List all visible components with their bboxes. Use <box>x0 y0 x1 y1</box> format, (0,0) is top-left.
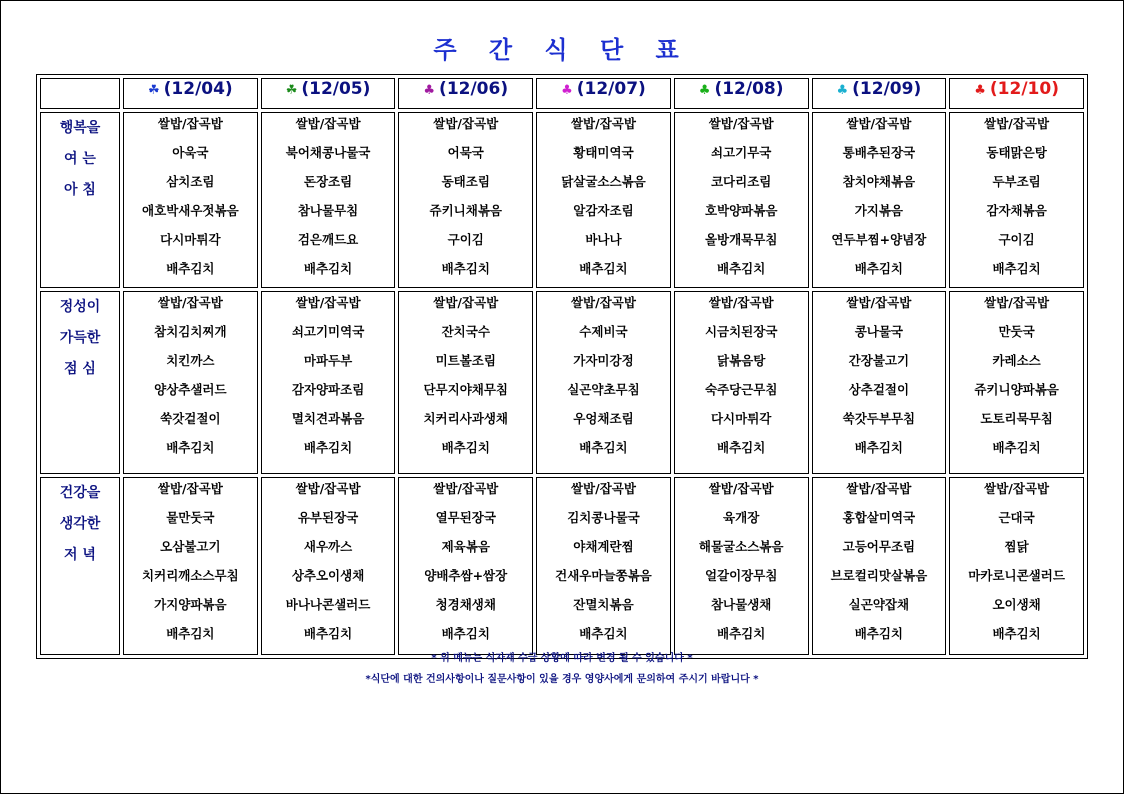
menu-item: 치커리깨소스무침 <box>142 568 239 583</box>
menu-item: 바나나콘샐러드 <box>285 597 371 612</box>
menu-item: 상추오이생채 <box>291 568 365 583</box>
corner-cell <box>40 78 120 109</box>
weekly-menu-table <box>36 74 1088 659</box>
menu-item: 배추김치 <box>303 261 353 276</box>
day-header-4 <box>536 78 671 109</box>
menu-item: 쌀밥/잡곡밥 <box>984 481 1050 496</box>
menu-item: 쌀밥/잡곡밥 <box>157 481 223 496</box>
menu-item: 쌀밥/잡곡밥 <box>570 481 636 496</box>
menu-item: 배추김치 <box>166 626 215 641</box>
menu-item: 도토리묵무침 <box>980 411 1053 426</box>
menu-item: 치킨까스 <box>166 353 215 368</box>
menu-item: 쑥갓두부무침 <box>842 411 916 426</box>
menu-item: 연두부찜+양념장 <box>831 232 927 247</box>
menu-item: 육개장 <box>723 510 760 525</box>
menu-item: 닭볶음탕 <box>717 353 766 368</box>
menu-cell <box>123 291 258 474</box>
page-title: 주 간 식 단 표 <box>433 36 691 64</box>
menu-item: 코다리조림 <box>710 174 772 189</box>
menu-item: 쌀밥/잡곡밥 <box>846 481 912 496</box>
menu-item: 쥬키니채볶음 <box>429 203 502 218</box>
weekday-tue-icon: ☘ <box>285 83 298 98</box>
meal-label-line: 건강을 <box>59 485 101 501</box>
menu-item: 상추겉절이 <box>848 382 910 397</box>
day-date-label: (12/07) <box>576 79 646 99</box>
meal-label-line: 저 녁 <box>64 547 96 563</box>
menu-item: 구이김 <box>998 232 1035 247</box>
menu-cell <box>949 112 1084 288</box>
meal-label-line: 생각한 <box>59 516 101 532</box>
weekday-fri-icon: ♣ <box>698 83 711 98</box>
menu-cell <box>398 112 533 288</box>
menu-item: 알감자조림 <box>573 203 634 218</box>
menu-item: 쇠고기미역국 <box>291 324 365 339</box>
menu-item: 배추김치 <box>441 626 490 641</box>
menu-item: 다시마튀각 <box>160 232 221 247</box>
menu-cell <box>949 291 1084 474</box>
menu-cell <box>261 477 396 655</box>
menu-item: 배추김치 <box>166 261 215 276</box>
menu-item: 황태미역국 <box>573 145 634 160</box>
day-header-1 <box>123 78 258 109</box>
menu-item: 숙주당근무침 <box>704 382 778 397</box>
day-date-label: (12/06) <box>439 79 509 99</box>
menu-item: 쑥갓겉절이 <box>160 411 221 426</box>
menu-item: 쌀밥/잡곡밥 <box>157 116 223 131</box>
weekday-sat-icon: ♣ <box>836 83 849 98</box>
menu-item: 쌀밥/잡곡밥 <box>846 295 912 310</box>
menu-item: 쌀밥/잡곡밥 <box>984 116 1050 131</box>
menu-item: 배추김치 <box>166 440 215 455</box>
menu-item: 가지양파볶음 <box>154 597 227 612</box>
menu-item: 해물굴소스볶음 <box>698 539 784 554</box>
menu-cell <box>123 112 258 288</box>
menu-item: 물만둣국 <box>166 510 215 525</box>
menu-item: 바나나 <box>585 232 622 247</box>
menu-item: 우엉채조림 <box>573 411 634 426</box>
menu-item: 쌀밥/잡곡밥 <box>433 481 499 496</box>
meal-label-line: 정성이 <box>59 299 101 315</box>
menu-cell <box>123 477 258 655</box>
menu-item: 닭살굴소스볶음 <box>561 174 646 189</box>
menu-item: 김치콩나물국 <box>567 510 640 525</box>
menu-item: 쌀밥/잡곡밥 <box>708 116 774 131</box>
meal-label-line: 여 는 <box>64 151 96 167</box>
menu-cell <box>261 291 396 474</box>
meal-row <box>40 477 1084 655</box>
menu-item: 유부된장국 <box>297 510 359 525</box>
menu-item: 양배추쌈+쌈장 <box>424 568 508 583</box>
menu-item: 마카로니콘샐러드 <box>968 568 1065 583</box>
menu-item: 양상추샐러드 <box>154 382 227 397</box>
day-date-label: (12/08) <box>714 79 784 99</box>
menu-item: 치커리사과생채 <box>423 411 509 426</box>
menu-item: 미트볼조림 <box>435 353 496 368</box>
menu-item: 쌀밥/잡곡밥 <box>708 295 774 310</box>
menu-item: 동태맑은탕 <box>986 145 1047 160</box>
menu-item: 배추김치 <box>441 440 490 455</box>
menu-item: 배추김치 <box>303 440 353 455</box>
menu-item: 쌀밥/잡곡밥 <box>984 295 1050 310</box>
menu-item: 북어채콩나물국 <box>285 145 371 160</box>
day-header-row <box>40 78 1084 109</box>
menu-item: 배추김치 <box>303 626 353 641</box>
meal-row <box>40 112 1084 288</box>
menu-item: 감자채볶음 <box>986 203 1047 218</box>
menu-item: 단무지야채무침 <box>423 382 509 397</box>
menu-item: 배추김치 <box>717 261 766 276</box>
menu-item: 아욱국 <box>172 145 209 160</box>
menu-item: 가지볶음 <box>854 203 904 218</box>
menu-item: 마파두부 <box>303 353 353 368</box>
menu-cell <box>812 291 947 474</box>
menu-item: 쌀밥/잡곡밥 <box>570 116 636 131</box>
menu-item: 돈장조림 <box>303 174 353 189</box>
menu-item: 쌀밥/잡곡밥 <box>846 116 912 131</box>
menu-item: 고등어무조림 <box>842 539 916 554</box>
menu-cell <box>674 112 809 288</box>
menu-item: 실곤약초무침 <box>567 382 640 397</box>
menu-item: 쇠고기무국 <box>710 145 772 160</box>
menu-cell <box>812 477 947 655</box>
weekday-wed-icon: ♣ <box>423 83 436 98</box>
weekday-thu-icon: ♣ <box>561 83 573 98</box>
menu-item: 배추김치 <box>854 440 904 455</box>
day-header-7 <box>949 78 1084 109</box>
menu-item: 제육볶음 <box>441 539 490 554</box>
day-header-3 <box>398 78 533 109</box>
menu-cell <box>261 112 396 288</box>
menu-item: 배추김치 <box>441 261 490 276</box>
menu-item: 참나물무침 <box>297 203 359 218</box>
menu-item: 쌀밥/잡곡밥 <box>295 295 361 310</box>
menu-cell <box>536 291 671 474</box>
menu-item: 올방개묵무침 <box>704 232 778 247</box>
menu-item: 삼치조림 <box>166 174 215 189</box>
day-date-label: (12/09) <box>852 79 922 99</box>
day-date-label: (12/04) <box>163 79 233 99</box>
menu-item: 쌀밥/잡곡밥 <box>295 481 361 496</box>
menu-item: 청경채생채 <box>435 597 496 612</box>
menu-item: 오삼불고기 <box>160 539 221 554</box>
meal-label <box>40 112 120 288</box>
menu-cell <box>536 477 671 655</box>
notice-contact-dietitian: *식단에 대한 건의사항이나 질문사항이 있을 경우 영양사에게 문의하여 주시기 바랍니다 * <box>365 674 759 685</box>
menu-item: 쌀밥/잡곡밥 <box>433 295 499 310</box>
day-date-label: (12/05) <box>301 79 371 99</box>
weekday-sun-icon: ♣ <box>974 83 986 98</box>
menu-item: 얼갈이장무침 <box>704 568 778 583</box>
menu-cell <box>398 291 533 474</box>
meal-label <box>40 291 120 474</box>
menu-item: 배추김치 <box>854 261 904 276</box>
menu-item: 배추김치 <box>579 626 628 641</box>
menu-body <box>40 112 1084 655</box>
menu-item: 잔멸치볶음 <box>573 597 634 612</box>
menu-item: 수제비국 <box>579 324 628 339</box>
menu-item: 실곤약잡채 <box>848 597 910 612</box>
menu-item: 구이김 <box>447 232 484 247</box>
menu-item: 쥬키니양파볶음 <box>974 382 1059 397</box>
menu-item: 쌀밥/잡곡밥 <box>295 116 361 131</box>
menu-item: 애호박새우젓볶음 <box>142 203 239 218</box>
menu-item: 어묵국 <box>447 145 484 160</box>
day-date-label: (12/10) <box>989 79 1059 99</box>
menu-item: 감자양파조림 <box>291 382 365 397</box>
menu-item: 호박양파볶음 <box>704 203 778 218</box>
menu-item: 배추김치 <box>992 626 1041 641</box>
day-header-6 <box>812 78 947 109</box>
menu-item: 열무된장국 <box>435 510 496 525</box>
day-header-5 <box>674 78 809 109</box>
meal-label-line: 행복을 <box>59 120 101 136</box>
menu-item: 야채계란찜 <box>573 539 634 554</box>
menu-cell <box>398 477 533 655</box>
menu-item: 배추김치 <box>854 626 904 641</box>
weekday-mon-icon: ☘ <box>147 83 160 98</box>
menu-item: 배추김치 <box>717 626 766 641</box>
menu-item: 콩나물국 <box>854 324 904 339</box>
menu-cell <box>949 477 1084 655</box>
menu-item: 검은깨드요 <box>297 232 359 247</box>
meal-label <box>40 477 120 655</box>
menu-item: 새우까스 <box>303 539 353 554</box>
menu-item: 시금치된장국 <box>704 324 778 339</box>
notice-menu-change: * 위 메뉴는 식자재 수급 상황에 따라 변경 될 수 있습니다 * <box>431 653 693 664</box>
menu-cell <box>674 477 809 655</box>
menu-item: 배추김치 <box>579 440 628 455</box>
meal-row <box>40 291 1084 474</box>
menu-item: 참나물생채 <box>710 597 772 612</box>
menu-item: 카레소스 <box>992 353 1041 368</box>
menu-item: 만둣국 <box>998 324 1035 339</box>
meal-label-line: 점 심 <box>64 361 96 377</box>
day-header-2 <box>261 78 396 109</box>
menu-item: 동태조림 <box>441 174 490 189</box>
menu-item: 브로컬리맛살볶음 <box>830 568 928 583</box>
menu-item: 쌀밥/잡곡밥 <box>157 295 223 310</box>
menu-item: 쌀밥/잡곡밥 <box>570 295 636 310</box>
menu-item: 참치김치찌개 <box>154 324 227 339</box>
menu-cell <box>674 291 809 474</box>
menu-item: 가자미강정 <box>573 353 634 368</box>
menu-item: 통배추된장국 <box>842 145 916 160</box>
menu-item: 건새우마늘쫑볶음 <box>555 568 652 583</box>
menu-item: 배추김치 <box>992 261 1041 276</box>
menu-item: 두부조림 <box>992 174 1041 189</box>
menu-item: 배추김치 <box>579 261 628 276</box>
menu-item: 간장불고기 <box>848 353 910 368</box>
menu-cell <box>536 112 671 288</box>
menu-item: 쌀밥/잡곡밥 <box>708 481 774 496</box>
meal-label-line: 아 침 <box>64 182 96 198</box>
menu-item: 배추김치 <box>717 440 766 455</box>
menu-item: 배추김치 <box>992 440 1041 455</box>
menu-item: 홍합살미역국 <box>842 510 916 525</box>
menu-item: 오이생채 <box>992 597 1041 612</box>
menu-item: 근대국 <box>998 510 1035 525</box>
menu-item: 찜닭 <box>1004 539 1029 554</box>
menu-item: 멸치견과볶음 <box>291 411 365 426</box>
menu-item: 참치야채볶음 <box>842 174 916 189</box>
meal-label-line: 가득한 <box>59 330 101 346</box>
menu-item: 쌀밥/잡곡밥 <box>433 116 499 131</box>
menu-item: 다시마튀각 <box>710 411 772 426</box>
menu-cell <box>812 112 947 288</box>
menu-item: 잔치국수 <box>441 324 490 339</box>
